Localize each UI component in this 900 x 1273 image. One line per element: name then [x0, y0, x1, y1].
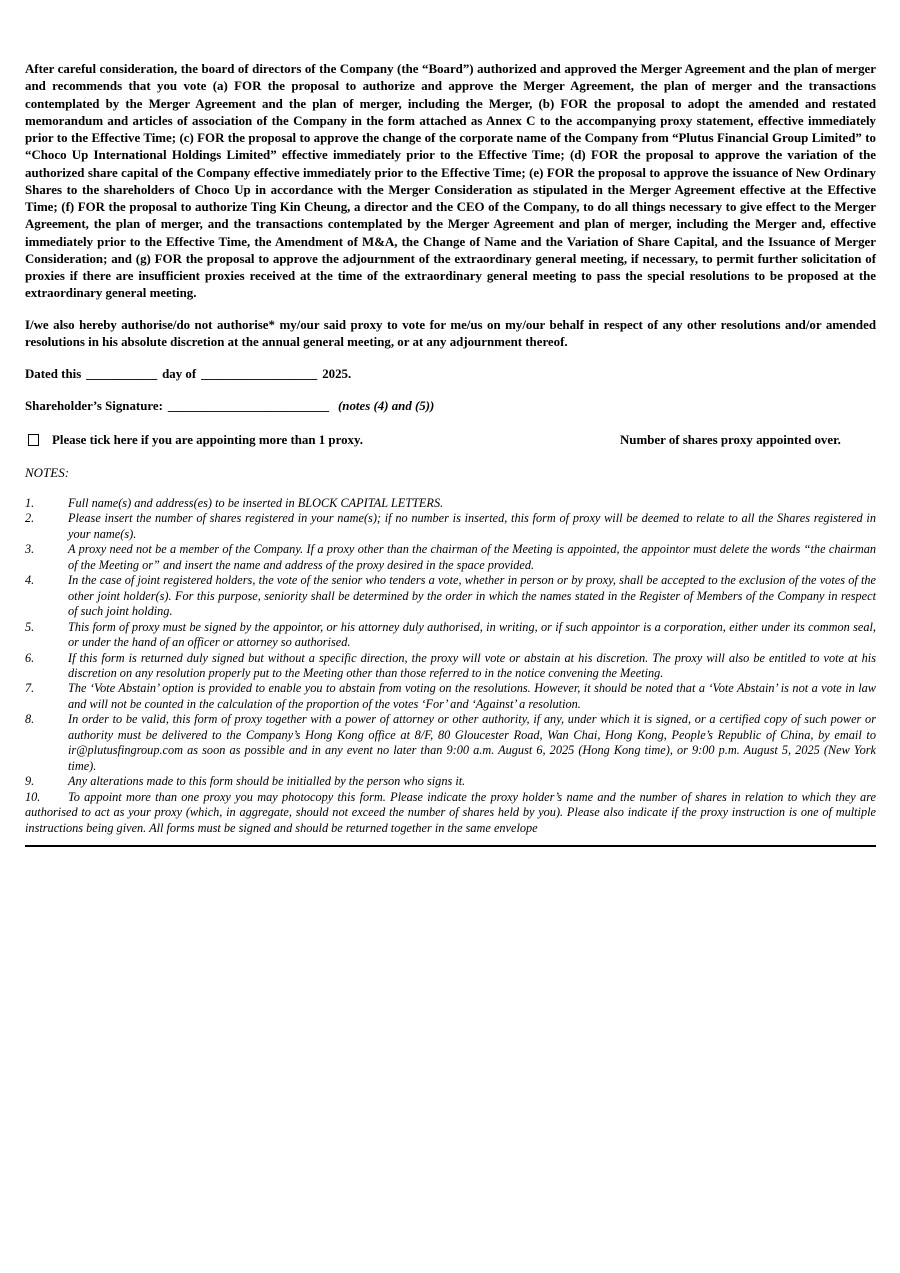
dated-line: [25, 366, 876, 383]
dated-prefix-label: Dated this: [25, 367, 82, 381]
signature-label: Shareholder’s Signature:: [25, 399, 163, 413]
note-item-8: [25, 712, 876, 774]
day-of-label: day of: [162, 367, 197, 381]
more-than-one-proxy-label: Please tick here if you are appointing more than 1 proxy.: [52, 433, 363, 447]
notes-heading: NOTES:: [25, 465, 70, 480]
note-number: 2.: [25, 511, 35, 526]
notes-list: [25, 496, 876, 836]
month-write-in-line[interactable]: __________________: [201, 367, 318, 381]
note-text: Full name(s) and address(es) to be inserted in BLOCK CAPITAL LETTERS.: [68, 496, 444, 510]
note-number: 7.: [25, 681, 35, 696]
note-number: 4.: [25, 573, 35, 588]
note-item-1: [25, 496, 876, 511]
note-item-3: [25, 542, 876, 573]
note-item-7: [25, 681, 876, 712]
note-number: 3.: [25, 542, 35, 557]
multiple-proxy-row: [25, 432, 876, 448]
note-number: 8.: [25, 712, 35, 727]
note-number: 6.: [25, 650, 35, 665]
note-number: 9.: [25, 774, 35, 789]
note-item-2: [25, 511, 876, 542]
note-text: Please insert the number of shares registered in your name(s); if no number is inserted, this form of proxy will be deemed to relate to all the Shares registered in your name(s).: [68, 511, 876, 541]
note-text: Any alterations made to this form should be initialled by the person who signs it.: [68, 774, 466, 789]
note-text: A proxy need not be a member of the Company. If a proxy other than the chairman of the Meeting is appointed, the appointor must delete the words “the chairman of the Meeting or” and insert the name and address of the proxy desired in the space provided.: [68, 542, 876, 572]
multiple-proxy-tick-group: [25, 432, 363, 448]
signature-notes-reference: (notes (4) and (5)): [338, 399, 435, 413]
note-text: To appoint more than one proxy you may photocopy this form. Please indicate the proxy holder’s name and the number of shares in relation to which they are authorised to act as your proxy (which, in aggregate, should not exceed the number of shares held by you). Please also indicate if the proxy instruction is one of multiple instructions being given. All forms must be signed and should be returned together in the same envelope: [25, 789, 876, 835]
shares-appointed-over-label: Number of shares proxy appointed over.: [620, 433, 841, 447]
note-text: This form of proxy must be signed by the appointor, or his attorney duly authorised, in writing, or if such appointor is a corporation, either under its common seal, or under the hand of an officer or attorney so authorised.: [68, 619, 876, 650]
note-text: If this form is returned duly signed but without a specific direction, the proxy will vote or abstain at his discretion. The proxy will also be entitled to vote at his discretion on any resolution properly put to the Meeting other than those referred to in the notice convening the Meeting.: [68, 650, 876, 680]
signature-write-in-line[interactable]: _________________________: [167, 399, 330, 413]
board-recommendation-paragraph: After careful consideration, the board of directors of the Company (the “Board”) authorized and approved the Merger Agreement and the plan of merger and recommends that you vote (a) FOR the proposal to authorize and approve the Merger Agreement, the plan of merger and the transactions contemplated by the Merger Agreement and the plan of merger, including the Merger, (b) FOR the proposal to adopt the amended and restated memorandum and articles of association of the Company in the form attached as Annex C to the accompanying proxy statement, effective immediately prior to the Effective Time; (c) FOR the proposal to approve the change of the corporate name of the Company from “Plutus Financial Group Limited” to “Choco Up International Holdings Limited” effective immediately prior to the Effective Time; (d) FOR the proposal to approve the variation of the authorized share capital of the Company effective immediately prior to the Effective Time; (e) FOR the proposal to approve the issuance of New Ordinary Shares to the shareholders of Choco Up in accordance with the Merger Consideration as stipulated in the Merger Agreement effective at the Effective Time; (f) FOR the proposal to authorize Ting Kin Cheung, a director and the CEO of the Company, to do all things necessary to give effect to the Merger Agreement, the plan of merger, and the transactions contemplated by the Merger Agreement and plan of merger, including the Merger and, effective immediately prior to the Effective Time, the Amendment of M&A, the Change of Name and the Variation of Share Capital, and the Issuance of Merger Consideration; and (g) FOR the proposal to approve the adjournment of the extraordinary general meeting, if necessary, to permit further solicitation of proxies if there are insufficient proxies received at the time of the extraordinary general meeting to pass the special resolutions to be proposed at the extraordinary general meeting.: [25, 62, 876, 301]
note-item-5: [25, 620, 876, 651]
note-item-10: [25, 790, 876, 836]
note-item-6: [25, 651, 876, 682]
note-item-4: [25, 573, 876, 619]
other-resolutions-paragraph: I/we also hereby authorise/do not authorise* my/our said proxy to vote for me/us on my/our behalf in respect of any other resolutions and/or amended resolutions in his absolute discretion at the annual general meeting, or at any adjournment thereof.: [25, 317, 876, 349]
bottom-horizontal-rule: [25, 845, 876, 847]
shareholder-signature-line: [25, 398, 876, 415]
year-label: 2025.: [322, 367, 352, 381]
day-write-in-line[interactable]: ___________: [86, 367, 158, 381]
note-text: The ‘Vote Abstain’ option is provided to enable you to abstain from voting on the resolutions. However, it should be noted that a ‘Vote Abstain’ is not a vote in law and will not be counted in the calculation of the proportion of the votes ‘For’ and ‘Against’ a resolution.: [68, 681, 876, 711]
more-than-one-proxy-checkbox[interactable]: [28, 434, 39, 446]
note-number: 5.: [25, 619, 35, 634]
note-text: In order to be valid, this form of proxy together with a power of attorney or other authority, if any, under which it is signed, or a certified copy of such power or authority must be delivered to the Company’s Hong Kong office at 8/F, 80 Gloucester Road, Wan Chai, Hong Kong, People’s Republic of China, by email to ir@plutusfingroup.com as soon as possible and in any event no later than 9:00 a.m. August 6, 2025 (Hong Kong time), or 9:00 p.m. August 5, 2025 (New York time).: [68, 712, 876, 773]
note-number: 1.: [25, 496, 35, 510]
note-number: 10.: [25, 789, 41, 804]
note-text: In the case of joint registered holders, the vote of the senior who tenders a vote, whether in person or by proxy, shall be accepted to the exclusion of the votes of the other joint holder(s). For this purpose, seniority shall be determined by the order in which the names stated in the Register of Members of the Company in respect of such joint holding.: [68, 573, 876, 619]
note-item-9: [25, 774, 876, 789]
